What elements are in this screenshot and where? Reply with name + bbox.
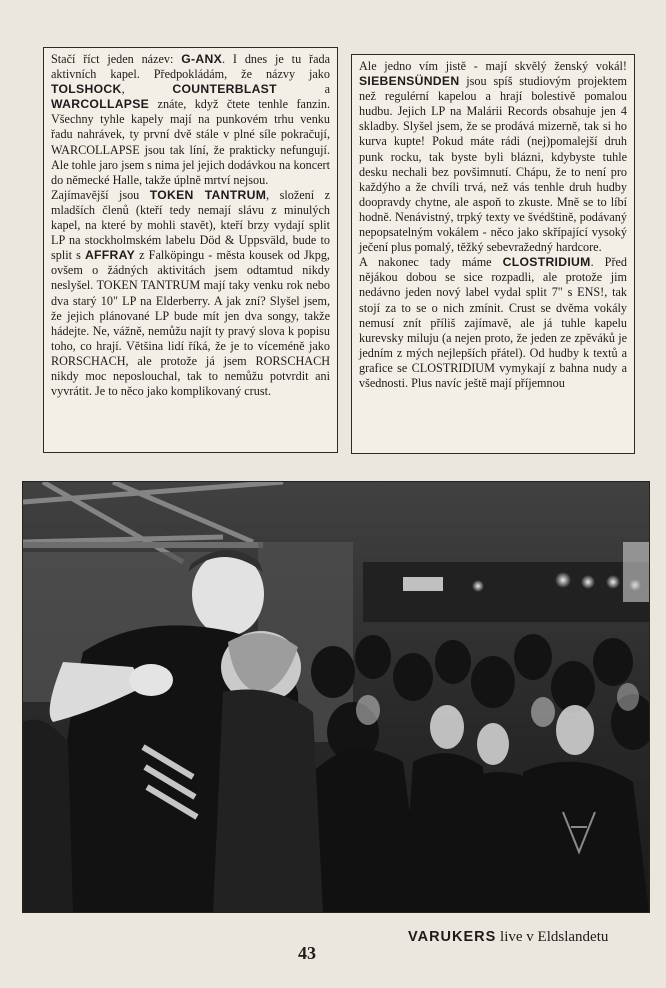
band-name: COUNTERBLAST [172, 82, 277, 97]
band-name: TOLSHOCK [51, 82, 122, 97]
page-number: 43 [298, 943, 316, 963]
caption-band-name: VARUKERS [408, 929, 497, 945]
band-name: SIEBENSÜNDEN [359, 74, 460, 89]
caption-text: live v Eldslandetu [500, 929, 609, 945]
concert-photo-image [23, 482, 649, 912]
right-paragraph-1: Ale jedno vím jistě - mají skvělý ženský vokál! SIEBENSÜNDEN jsou spíš studiovým projektem než regulérní kapelou a hrají bolestivě pomalou hudbu. Jejich LP na Malárii Records obsahuje jen 4 skladby. Slyšel jsem, že se prodává mizerně, tak si ho kurva kupte! Pokud máte rádi (nej)pomalejší druh punk rocku, tak byste byli blázni, kdybyste tuhle desku nechali bez povšimnutí. Chápu, že to není pro každýho a že chvíli trvá, než vás tenhle druh hudby doopravdy chytne, ale aspoň to zkuste. Mně se to líbí hodně. Nenávistný, trpký texty ve švédštině, podávaný nepopsatelným vokálem - něco jako skřípající vysoký ječení plus pomalý, těžký sebevražedný hardcore. [359, 59, 627, 255]
right-paragraph-2: A nakonec tady máme CLOSTRIDIUM. Před nějákou dobou se sice rozpadli, ale protože jim nedávno jeden nový label vydal split 7" s ENS!, tak stojí za to se o nich zmínit. Crust se dvěma vokály nemusí znít příliš zajímavě, ale já tuhle kapelu kurevsky miluju (a nejen proto, že jeden ze zpěváků je jedním z mých nejlepších přátel). Od hudby k textů a grafice se CLOSTRIDIUM vymykají z bahna nudy a všednosti. Plus navíc ještě mají příjemnou [359, 255, 627, 390]
band-name: TOKEN TANTRUM [149, 187, 267, 202]
right-text-column [351, 54, 635, 454]
band-name: CLOSTRIDIUM [502, 255, 591, 270]
band-name: WARCOLLAPSE [51, 97, 150, 112]
left-paragraph-1: Stačí říct jeden název: G-ANX. I dnes je tu řada aktivních kapel. Předpokládám, že názvy jako TOLSHOCK, COUNTERBLAST a WARCOLLAPSE znáte, když čtete tenhle fanzin. Všechny tyhle kapely mají na punkovém trhu venku řadu nahrávek, ty první dvě stále v plné síle pokračují, WARCOLLAPSE jsou tak líní, že prakticky nefungují. Ale tohle jaro jsem s nima jel jejich dodávkou na koncert do německé Halle, takže úplně mrtví nejsou. [51, 52, 330, 187]
band-name: G-ANX [181, 52, 223, 66]
photo-caption [408, 929, 608, 946]
band-name: AFFRAY [84, 248, 136, 263]
left-paragraph-2: Zajímavější jsou TOKEN TANTRUM, složení z mladších členů (kteří tedy nemají slávu z minulých kapel, na které by mohli stavět), kteří brzy vydají split LP na stockholmském labelu Död & Uppsväld, bude to split s AFFRAY z Falköpingu - města kousek od Jkpg, ovšem o žádných aktivitách jsem odtamtud nikdy neslyšel. TOKEN TANTRUM mají taky venku rok nebo dva starý 10" LP na Elderberry. A jak zní? Slyšel jsem, že jejich plánované LP bude mít jen dva songy, takže hádejte. Ne, vážně, nemůžu najít ty pravý slova k popisu toho, co hrají. Většina lidí říká, že je to víceméně jako RORSCHACH, ale protože já jsem RORSCHACH nikdy moc neposlouchal, tak to nemůžu potvrdit ani vyvrátit. Je to něco jako komplikovaný crust. [51, 187, 330, 399]
concert-photo [22, 481, 650, 913]
left-text-column [43, 47, 338, 453]
